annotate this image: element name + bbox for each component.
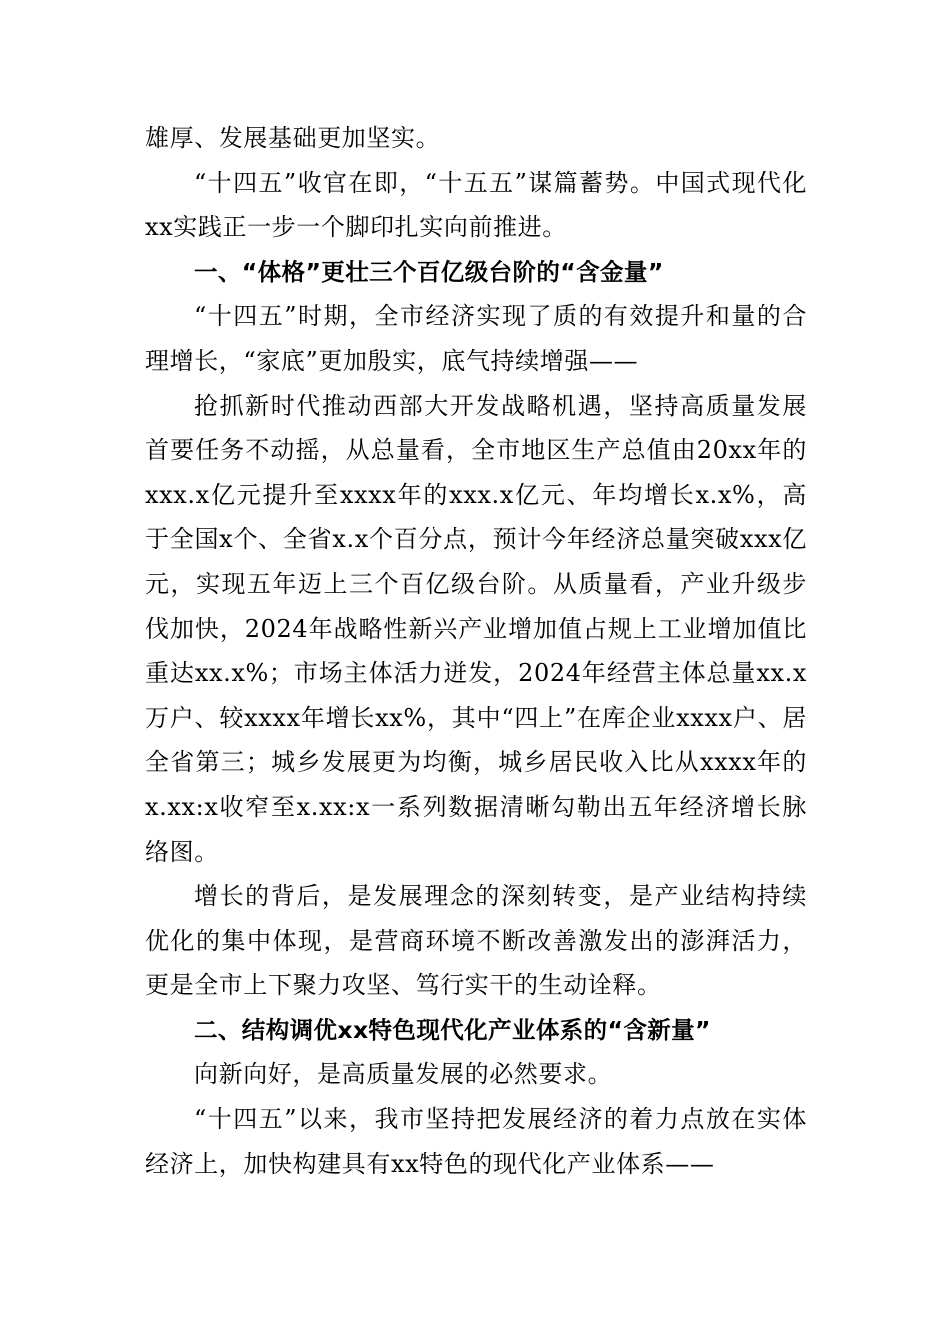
document-page [145,116,807,1186]
section-heading-1: 一、“体格”更壮三个百亿级台阶的“含金量” [194,257,664,286]
section-heading-2: 二、结构调优xx特色现代化产业体系的“含新量” [194,1015,711,1044]
paragraph-section1-data: 抢抓新时代推动西部大开发战略机遇，坚持高质量发展首要任务不动摇，从总量看，全市地区生产总值由20xx年的xxx.x亿元提升至xxxx年的xxx.x亿元、年均增长x.x%，高于全国x个、全省x.x个百分点，预计今年经济总量突破xxx亿元，实现五年迈上三个百亿级台阶。从质量看，产业升级步伐加快，2024年战略性新兴产业增加值占规上工业增加值比重达xx.x%；市场主体活力迸发，2024年经营主体总量xx.x万户、较xxxx年增长xx%，其中“四上”在库企业xxxx户、居全省第三；城乡发展更为均衡，城乡居民收入比从xxxx年的x.xx:x收窄至x.xx:x一系列数据清晰勾勒出五年经济增长脉络图。 [145,391,807,866]
paragraph-section2-lead: 向新向好，是高质量发展的必然要求。 [194,1060,613,1089]
paragraph-section1-lead: “十四五”时期，全市经济实现了质的有效提升和量的合理增长，“家底”更加殷实，底气持续增强—— [145,302,807,375]
paragraph-section1-summary: 增长的背后，是发展理念的深刻转变，是产业结构持续优化的集中体现，是营商环境不断改善激发出的澎湃活力，更是全市上下聚力攻坚、笃行实干的生动诠释。 [145,882,807,1000]
paragraph-section2-body: “十四五”以来，我市坚持把发展经济的着力点放在实体经济上，加快构建具有xx特色的现代化产业体系—— [145,1105,807,1178]
paragraph-intro: “十四五”收官在即，“十五五”谋篇蓄势。中国式现代化xx实践正一步一个脚印扎实向前推进。 [145,168,807,242]
paragraph-continuation: 雄厚、发展基础更加坚实。 [145,124,441,152]
